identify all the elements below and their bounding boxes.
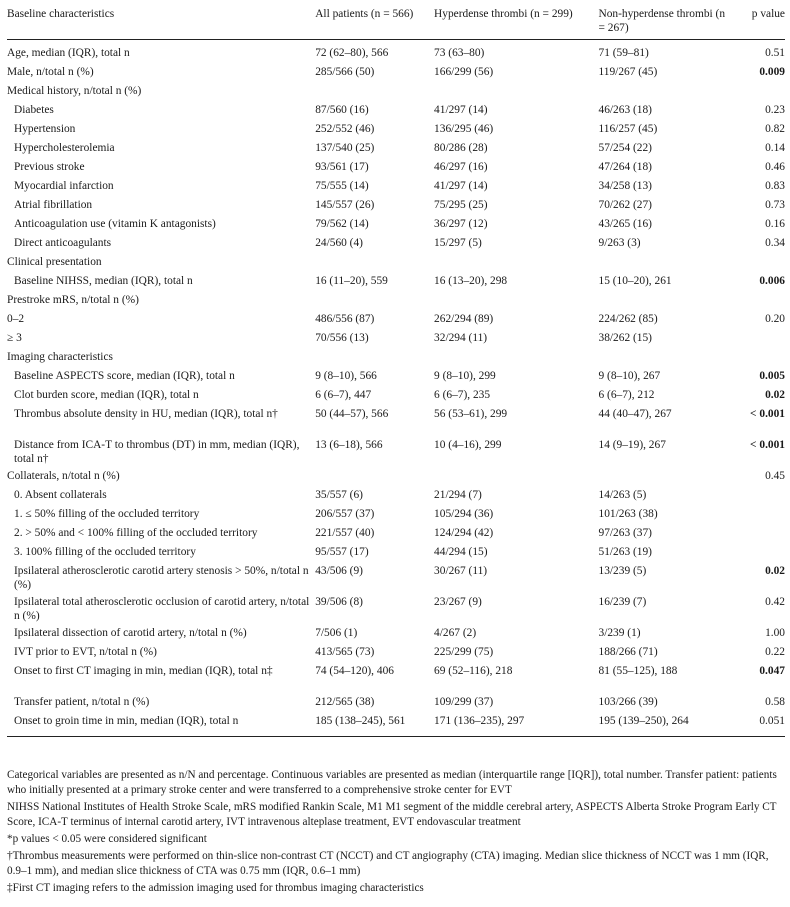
all-patients-cell: 6 (6–7), 447: [315, 389, 372, 401]
all-patients-cell: 145/557 (26): [315, 199, 375, 211]
hyperdense-cell: [434, 469, 598, 488]
p-value-cell: 0.14: [765, 142, 785, 154]
p-value-cell: [727, 293, 785, 312]
hyperdense-cell: 16 (13–20), 298: [434, 275, 508, 287]
table-row: [7, 122, 785, 141]
non-hyperdense-cell: 47/264 (18): [598, 161, 652, 173]
non-hyperdense-cell: 9 (8–10), 267: [598, 370, 661, 382]
hyperdense-cell: [434, 350, 598, 369]
non-hyperdense-cell: 3/239 (1): [598, 627, 641, 639]
table-row: [7, 236, 785, 255]
all-patients-cell: 24/560 (4): [315, 237, 363, 249]
row-label: Age, median (IQR), total n: [7, 47, 130, 59]
table-row: [7, 84, 785, 103]
p-value-cell: < 0.001: [750, 408, 785, 420]
all-patients-cell: 252/552 (46): [315, 123, 375, 135]
hyperdense-cell: 105/294 (36): [434, 508, 494, 520]
table-row: [7, 312, 785, 331]
non-hyperdense-cell: 38/262 (15): [598, 332, 652, 344]
table-footnotes: [7, 768, 785, 898]
row-label: Diabetes: [14, 104, 54, 116]
hyperdense-cell: 23/267 (9): [434, 596, 482, 608]
p-value-cell: 0.047: [759, 665, 785, 677]
hyperdense-cell: [434, 293, 598, 312]
all-patients-cell: 221/557 (40): [315, 527, 375, 539]
table-row: [7, 141, 785, 160]
table-row: [7, 564, 785, 595]
row-label: Thrombus absolute density in HU, median (IQR), total n†: [14, 408, 278, 420]
all-patients-cell: 486/556 (87): [315, 313, 375, 325]
hyperdense-cell: 124/294 (42): [434, 527, 494, 539]
hyperdense-cell: 136/295 (46): [434, 123, 494, 135]
row-label: Clot burden score, median (IQR), total n: [14, 389, 199, 401]
row-label: Collaterals, n/total n (%): [7, 470, 120, 482]
table-row: [7, 438, 785, 469]
p-value-cell: 0.006: [759, 275, 785, 287]
table-row: [7, 714, 785, 737]
hyperdense-cell: 30/267 (11): [434, 565, 488, 577]
hyperdense-cell: 21/294 (7): [434, 489, 482, 501]
all-patients-cell: 285/566 (50): [315, 66, 375, 78]
table-row: [7, 293, 785, 312]
hyperdense-cell: 109/299 (37): [434, 696, 494, 708]
non-hyperdense-cell: 195 (139–250), 264: [599, 714, 728, 737]
non-hyperdense-cell: 101/263 (38): [598, 508, 658, 520]
row-label: Direct anticoagulants: [14, 237, 112, 249]
table-row: [7, 350, 785, 369]
table-header-row: [7, 0, 785, 40]
row-label: 1. ≤ 50% filling of the occluded territory: [14, 508, 200, 520]
row-label: Myocardial infarction: [14, 180, 114, 192]
hyperdense-cell: 56 (53–61), 299: [434, 408, 508, 420]
all-patients-cell: 93/561 (17): [315, 161, 369, 173]
row-label: Imaging characteristics: [7, 351, 113, 363]
table-row: [7, 526, 785, 545]
table-row: [7, 407, 785, 438]
row-label: Hypercholesterolemia: [14, 142, 115, 154]
row-label: IVT prior to EVT, n/total n (%): [14, 646, 157, 658]
table-row: [7, 626, 785, 645]
p-value-cell: 0.46: [765, 161, 785, 173]
hyperdense-cell: 69 (52–116), 218: [434, 665, 513, 677]
all-patients-cell: 39/506 (8): [315, 596, 363, 608]
hyperdense-cell: 80/286 (28): [434, 142, 488, 154]
hyperdense-cell: 225/299 (75): [434, 646, 494, 658]
non-hyperdense-cell: 43/265 (16): [598, 218, 652, 230]
table-row: [7, 388, 785, 407]
all-patients-cell: 212/565 (38): [315, 696, 375, 708]
hyperdense-cell: 75/295 (25): [434, 199, 488, 211]
row-label: Prestroke mRS, n/total n (%): [7, 294, 139, 306]
hyperdense-cell: 46/297 (16): [434, 161, 488, 173]
p-value-cell: [727, 84, 785, 103]
row-label: Transfer patient, n/total n (%): [14, 696, 150, 708]
p-value-cell: 0.73: [765, 199, 785, 211]
row-label: Previous stroke: [14, 161, 85, 173]
row-label: 3. 100% filling of the occluded territory: [14, 546, 196, 558]
all-patients-cell: 13 (6–18), 566: [315, 439, 383, 451]
row-label: Clinical presentation: [7, 256, 102, 268]
p-value-cell: 0.23: [765, 104, 785, 116]
table-row: [7, 645, 785, 664]
p-value-cell: [727, 507, 785, 526]
all-patients-cell: [315, 350, 434, 369]
non-hyperdense-cell: 15 (10–20), 261: [598, 275, 672, 287]
hyperdense-cell: 15/297 (5): [434, 237, 482, 249]
all-patients-cell: [315, 84, 434, 103]
non-hyperdense-cell: 57/254 (22): [598, 142, 652, 154]
table-row: [7, 664, 785, 695]
header-hyperdense-thrombi: Hyperdense thrombi (n = 299): [434, 0, 598, 40]
non-hyperdense-cell: 16/239 (7): [598, 596, 647, 608]
p-value-cell: 0.005: [759, 370, 785, 382]
hyperdense-cell: 41/297 (14): [434, 180, 488, 192]
hyperdense-cell: 73 (63–80): [434, 47, 485, 59]
all-patients-cell: 137/540 (25): [315, 142, 375, 154]
hyperdense-cell: 44/294 (15): [434, 546, 488, 558]
table-row: [7, 331, 785, 350]
non-hyperdense-cell: [599, 469, 728, 488]
table-row: [7, 545, 785, 564]
p-value-cell: [727, 331, 785, 350]
all-patients-cell: 185 (138–245), 561: [315, 714, 434, 737]
all-patients-cell: 206/557 (37): [315, 508, 375, 520]
non-hyperdense-cell: 44 (40–47), 267: [598, 408, 672, 420]
row-label: Medical history, n/total n (%): [7, 85, 142, 97]
p-value-cell: 0.45: [765, 470, 785, 482]
hyperdense-cell: 171 (136–235), 297: [434, 714, 598, 737]
header-p-value: p value: [727, 0, 785, 40]
row-label: Ipsilateral total atherosclerotic occlusion of carotid artery, n/total n (%): [14, 596, 310, 622]
hyperdense-cell: 4/267 (2): [434, 627, 477, 639]
p-value-cell: 0.20: [765, 313, 785, 325]
footnote-general: Categorical variables are presented as n/N and percentage. Continuous variables are presented as median (interquartile range [IQR]), total number. Transfer patient: patients who initially presented at a primary stroke center and were transferred to a comprehensive stroke center for EVT: [7, 769, 777, 796]
table-row: [7, 179, 785, 198]
all-patients-cell: 75/555 (14): [315, 180, 369, 192]
non-hyperdense-cell: 14/263 (5): [598, 489, 647, 501]
non-hyperdense-cell: 188/266 (71): [598, 646, 658, 658]
hyperdense-cell: 41/297 (14): [434, 104, 488, 116]
p-value-cell: 0.83: [765, 180, 785, 192]
p-value-cell: [727, 350, 785, 369]
hyperdense-cell: 6 (6–7), 235: [434, 389, 491, 401]
hyperdense-cell: 262/294 (89): [434, 313, 494, 325]
header-all-patients: All patients (n = 566): [315, 0, 434, 40]
table-row: [7, 274, 785, 293]
row-label: Ipsilateral atherosclerotic carotid artery stenosis > 50%, n/total n (%): [14, 565, 309, 591]
p-value-cell: [727, 526, 785, 545]
table-row: [7, 595, 785, 626]
non-hyperdense-cell: [599, 350, 728, 369]
all-patients-cell: 79/562 (14): [315, 218, 369, 230]
table-row: [7, 65, 785, 84]
all-patients-cell: 95/557 (17): [315, 546, 369, 558]
row-label: Onset to groin time in min, median (IQR), total n: [7, 714, 315, 737]
row-label: Anticoagulation use (vitamin K antagonists): [14, 218, 216, 230]
row-label: Male, n/total n (%): [7, 66, 94, 78]
table-row: [7, 369, 785, 388]
all-patients-cell: 87/560 (16): [315, 104, 369, 116]
non-hyperdense-cell: 119/267 (45): [598, 66, 658, 78]
all-patients-cell: 413/565 (73): [315, 646, 375, 658]
all-patients-cell: 35/557 (6): [315, 489, 363, 501]
p-value-cell: 0.051: [727, 714, 785, 737]
p-value-cell: 0.42: [765, 596, 785, 608]
p-value-cell: 0.34: [765, 237, 785, 249]
non-hyperdense-cell: [599, 255, 728, 274]
hyperdense-cell: 166/299 (56): [434, 66, 494, 78]
table-row: [7, 469, 785, 488]
all-patients-cell: 16 (11–20), 559: [315, 275, 388, 287]
p-value-cell: 0.22: [765, 646, 785, 658]
hyperdense-cell: [434, 255, 598, 274]
all-patients-cell: 70/556 (13): [315, 332, 369, 344]
non-hyperdense-cell: 13/239 (5): [598, 565, 647, 577]
row-label: Atrial fibrillation: [14, 199, 93, 211]
p-value-cell: [727, 545, 785, 564]
p-value-cell: 1.00: [765, 627, 785, 639]
all-patients-cell: 72 (62–80), 566: [315, 47, 389, 59]
row-label: Ipsilateral dissection of carotid artery, n/total n (%): [14, 627, 247, 639]
non-hyperdense-cell: 9/263 (3): [598, 237, 641, 249]
all-patients-cell: [315, 469, 434, 488]
hyperdense-cell: 36/297 (12): [434, 218, 488, 230]
all-patients-cell: 50 (44–57), 566: [315, 408, 389, 420]
table-row: [7, 488, 785, 507]
non-hyperdense-cell: [599, 293, 728, 312]
all-patients-cell: [315, 255, 434, 274]
baseline-characteristics-table: [7, 0, 785, 737]
non-hyperdense-cell: 97/263 (37): [598, 527, 652, 539]
all-patients-cell: [315, 293, 434, 312]
all-patients-cell: 74 (54–120), 406: [315, 665, 394, 677]
non-hyperdense-cell: 103/266 (39): [598, 696, 658, 708]
hyperdense-cell: 9 (8–10), 299: [434, 370, 496, 382]
table-row: [7, 103, 785, 122]
p-value-cell: 0.009: [759, 66, 785, 78]
footnote-thrombus-measurements: †Thrombus measurements were performed on thin-slice non-contrast CT (NCCT) and CT angiography (CTA) imaging. Median slice thickness of NCCT was 1 mm (IQR, 0.9–1 mm), and median slice thickness of CTA was 0.75 mm (IQR, 0.6–1 mm): [7, 850, 769, 877]
all-patients-cell: 9 (8–10), 566: [315, 370, 377, 382]
p-value-cell: [727, 255, 785, 274]
p-value-cell: 0.02: [765, 389, 785, 401]
non-hyperdense-cell: 34/258 (13): [598, 180, 652, 192]
row-label: Distance from ICA-T to thrombus (DT) in mm, median (IQR), total n†: [14, 439, 300, 465]
row-label: Hypertension: [14, 123, 76, 135]
table-row: [7, 255, 785, 274]
non-hyperdense-cell: 51/263 (19): [598, 546, 652, 558]
row-label: ≥ 3: [7, 332, 22, 344]
p-value-cell: 0.82: [765, 123, 785, 135]
footnote-first-ct: ‡First CT imaging refers to the admission imaging used for thrombus imaging characteristics: [7, 882, 424, 894]
row-label: Onset to first CT imaging in min, median (IQR), total n‡: [14, 665, 273, 677]
p-value-cell: [727, 488, 785, 507]
header-non-hyperdense-thrombi: Non-hyperdense thrombi (n = 267): [599, 0, 728, 40]
footnote-abbreviations: NIHSS National Institutes of Health Stroke Scale, mRS modified Rankin Scale, M1 M1 segment of the middle cerebral artery, ASPECTS Alberta Stroke Program Early CT Score, ICA-T terminus of internal carotid artery, IVT intravenous alteplase treatment, EVT endovascular treatment: [7, 801, 777, 828]
header-baseline-characteristics: Baseline characteristics: [7, 0, 315, 40]
non-hyperdense-cell: 14 (9–19), 267: [598, 439, 666, 451]
row-label: Baseline ASPECTS score, median (IQR), total n: [14, 370, 235, 382]
row-label: 2. > 50% and < 100% filling of the occluded territory: [14, 527, 258, 539]
table-row: [7, 160, 785, 179]
all-patients-cell: 7/506 (1): [315, 627, 358, 639]
table-row: [7, 695, 785, 714]
p-value-cell: 0.51: [765, 47, 785, 59]
non-hyperdense-cell: 116/257 (45): [598, 123, 658, 135]
non-hyperdense-cell: 70/262 (27): [598, 199, 652, 211]
all-patients-cell: 43/506 (9): [315, 565, 363, 577]
non-hyperdense-cell: 71 (59–81): [598, 47, 649, 59]
table-row: [7, 198, 785, 217]
row-label: 0–2: [7, 313, 25, 325]
p-value-cell: 0.16: [765, 218, 785, 230]
table-row: [7, 40, 785, 66]
hyperdense-cell: 32/294 (11): [434, 332, 488, 344]
table-row: [7, 217, 785, 236]
row-label: 0. Absent collaterals: [14, 489, 107, 501]
p-value-cell: 0.58: [765, 696, 785, 708]
non-hyperdense-cell: 224/262 (85): [598, 313, 658, 325]
hyperdense-cell: [434, 84, 598, 103]
footnote-significance: *p values < 0.05 were considered significant: [7, 833, 207, 845]
hyperdense-cell: 10 (4–16), 299: [434, 439, 502, 451]
non-hyperdense-cell: 6 (6–7), 212: [598, 389, 655, 401]
table-row: [7, 507, 785, 526]
p-value-cell: < 0.001: [750, 439, 785, 451]
non-hyperdense-cell: [599, 84, 728, 103]
p-value-cell: 0.02: [765, 565, 785, 577]
non-hyperdense-cell: 46/263 (18): [598, 104, 652, 116]
non-hyperdense-cell: 81 (55–125), 188: [598, 665, 678, 677]
row-label: Baseline NIHSS, median (IQR), total n: [14, 275, 193, 287]
